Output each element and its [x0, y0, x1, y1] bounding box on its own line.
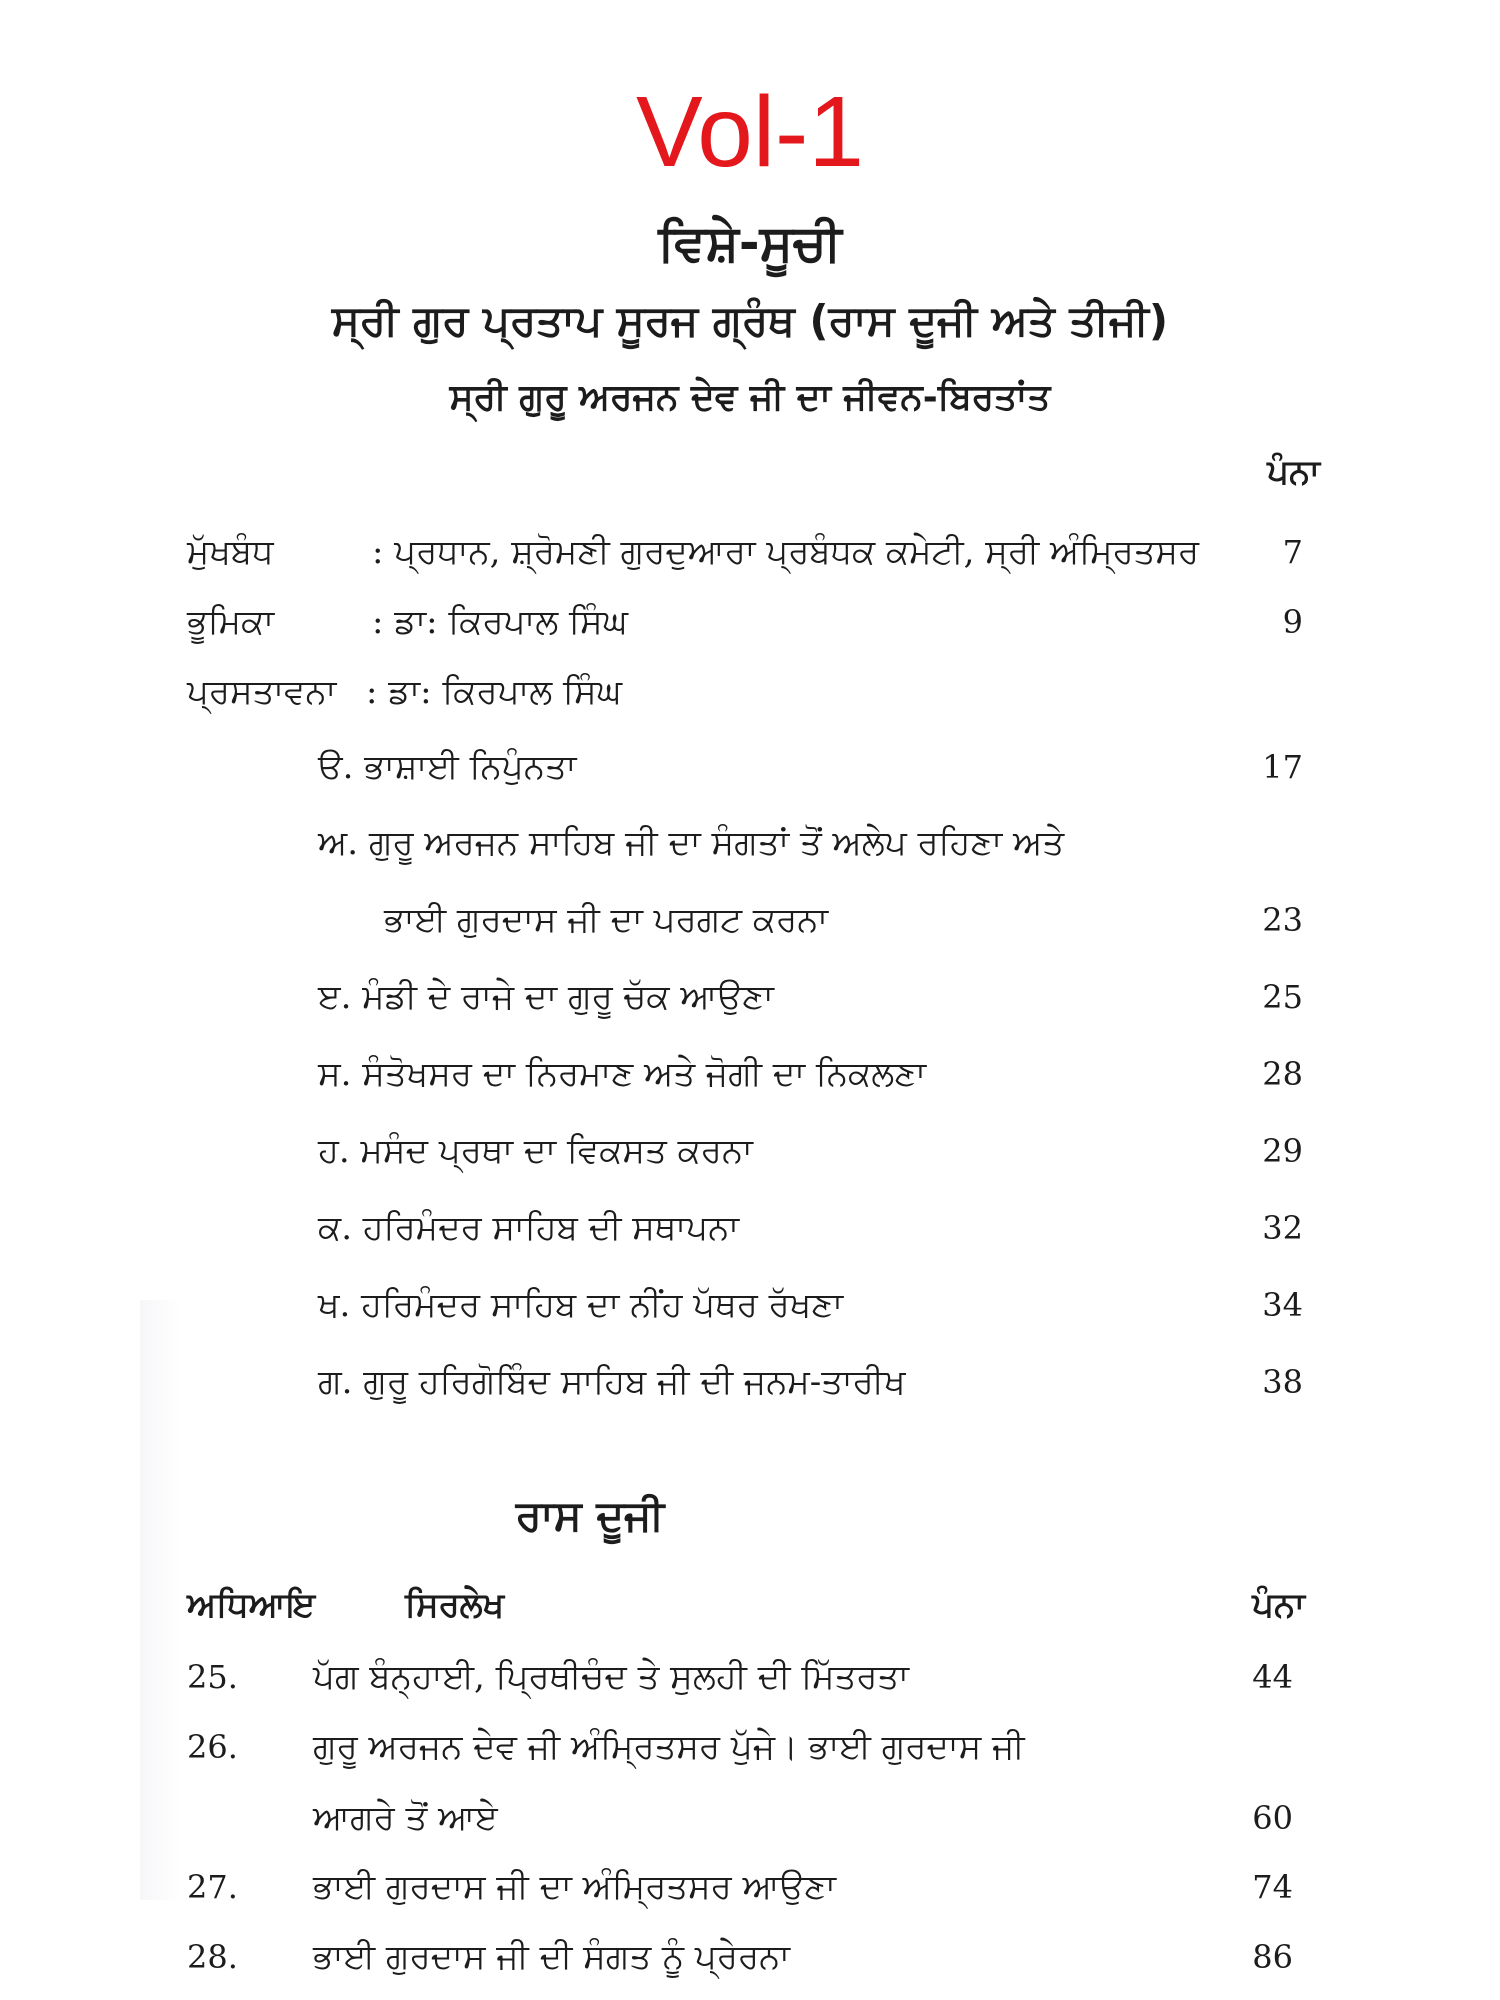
subtitle: ਸ੍ਰੀ ਗੁਰੂ ਅਰਜਨ ਦੇਵ ਜੀ ਦਾ ਜੀਵਨ-ਬਿਰਤਾਂਤ: [449, 377, 1051, 418]
chapter-title: ਭਾਈ ਗੁਰਦਾਸ ਜੀ ਦਾ ਅੰਮ੍ਰਿਤਸਰ ਆਉਣਾ: [313, 1867, 836, 1907]
chapter-row: [0, 1722, 1500, 1772]
page-column-label: ਪੰਨਾ: [1267, 452, 1320, 492]
toc-row: [0, 1049, 1500, 1099]
chapter-row: [0, 1932, 1500, 1982]
chapter-page: 60: [1252, 1799, 1293, 1837]
toc-row: [0, 972, 1500, 1022]
chapter-table-header: [0, 1580, 1500, 1630]
chapter-row: [0, 1862, 1500, 1912]
toc-page: 29: [1262, 1132, 1303, 1170]
toc-row: [0, 1357, 1500, 1407]
toc-row: [0, 1280, 1500, 1330]
toc-text: : ਡਾ: ਕਿਰਪਾਲ ਸਿੰਘ: [372, 602, 628, 642]
toc-page: 34: [1262, 1286, 1303, 1324]
chapter-page: 86: [1252, 1938, 1293, 1976]
toc-row: [0, 667, 1500, 717]
toc-page: 17: [1262, 748, 1303, 786]
toc-text: ੲ. ਮੰਡੀ ਦੇ ਰਾਜੇ ਦਾ ਗੁਰੂ ਚੱਕ ਆਉਣਾ: [318, 977, 774, 1017]
col-page: ਪੰਨਾ: [1252, 1585, 1305, 1625]
toc-label: ਮੁੱਖਬੰਧ: [187, 532, 274, 572]
toc-text: ੳ. ਭਾਸ਼ਾਈ ਨਿਪੁੰਨਤਾ: [318, 747, 577, 787]
book-title: ਸ੍ਰੀ ਗੁਰ ਪ੍ਰਤਾਪ ਸੂਰਜ ਗ੍ਰੰਥ (ਰਾਸ ਦੂਜੀ ਅਤੇ ਤੀਜੀ): [331, 296, 1169, 345]
toc-page: 25: [1262, 978, 1303, 1016]
toc-text: : ਡਾ: ਕਿਰਪਾਲ ਸਿੰਘ: [366, 672, 622, 712]
toc-label: ਪ੍ਰਸਤਾਵਨਾ: [187, 672, 337, 712]
chapter-page: 74: [1252, 1868, 1293, 1906]
toc-page: 7: [1282, 533, 1303, 571]
toc-row: [0, 597, 1500, 647]
chapter-title: ਆਗਰੇ ਤੋਂ ਆਏ: [313, 1798, 498, 1838]
toc-text: ਅ. ਗੁਰੂ ਅਰਜਨ ਸਾਹਿਬ ਜੀ ਦਾ ਸੰਗਤਾਂ ਤੋਂ ਅਲੇਪ ਰਹਿਣਾ ਅਤੇ: [318, 823, 1065, 863]
toc-text: ਖ. ਹਰਿਮੰਦਰ ਸਾਹਿਬ ਦਾ ਨੀਂਹ ਪੱਥਰ ਰੱਖਣਾ: [318, 1285, 844, 1325]
toc-text: ਕ. ਹਰਿਮੰਦਰ ਸਾਹਿਬ ਦੀ ਸਥਾਪਨਾ: [318, 1208, 740, 1248]
toc-text: ਭਾਈ ਗੁਰਦਾਸ ਜੀ ਦਾ ਪਰਗਟ ਕਰਨਾ: [384, 900, 829, 940]
chapter-number: 27.: [187, 1868, 238, 1906]
col-heading: ਸਿਰਲੇਖ: [405, 1585, 505, 1625]
section-title-text: ਰਾਸ ਦੂਜੀ: [515, 1491, 665, 1540]
toc-text: ਸ. ਸੰਤੋਖਸਰ ਦਾ ਨਿਰਮਾਣ ਅਤੇ ਜੋਗੀ ਦਾ ਨਿਕਲਣਾ: [318, 1054, 927, 1094]
chapter-number: 25.: [187, 1658, 238, 1696]
index-title: ਵਿਸ਼ੇ-ਸੂਚੀ: [658, 214, 842, 272]
toc-row: [0, 742, 1500, 792]
toc-page: 38: [1262, 1363, 1303, 1401]
chapter-title: ਗੁਰੂ ਅਰਜਨ ਦੇਵ ਜੀ ਅੰਮ੍ਰਿਤਸਰ ਪੁੱਜੇ। ਭਾਈ ਗੁਰਦਾਸ ਜੀ: [313, 1727, 1025, 1767]
chapter-row: [0, 1652, 1500, 1702]
section-title: [0, 1491, 1500, 1540]
chapter-title: ਪੱਗ ਬੰਨ੍ਹਾਈ, ਪ੍ਰਿਥੀਚੰਦ ਤੇ ਸੁਲਹੀ ਦੀ ਮਿੱਤਰਤਾ: [313, 1657, 909, 1697]
chapter-title: ਭਾਈ ਗੁਰਦਾਸ ਜੀ ਦੀ ਸੰਗਤ ਨੂੰ ਪ੍ਰੇਰਨਾ: [313, 1937, 790, 1977]
toc-page: 23: [1262, 901, 1303, 939]
col-chapter: ਅਧਿਆਇ: [187, 1585, 316, 1625]
toc-row: [0, 1126, 1500, 1176]
chapter-number: 26.: [187, 1728, 238, 1766]
toc-text: ਹ. ਮਸੰਦ ਪ੍ਰਥਾ ਦਾ ਵਿਕਸਤ ਕਰਨਾ: [318, 1131, 753, 1171]
toc-row: [0, 895, 1500, 945]
toc-text: : ਪ੍ਰਧਾਨ, ਸ਼੍ਰੋਮਣੀ ਗੁਰਦੁਆਰਾ ਪ੍ਰਬੰਧਕ ਕਮੇਟੀ, ਸ੍ਰੀ ਅੰਮ੍ਰਿਤਸਰ: [372, 532, 1200, 572]
toc-page: 9: [1282, 603, 1303, 641]
toc-row: [0, 818, 1500, 868]
toc-text: ਗ. ਗੁਰੂ ਹਰਿਗੋਬਿੰਦ ਸਾਹਿਬ ਜੀ ਦੀ ਜਨਮ-ਤਾਰੀਖ: [318, 1362, 906, 1402]
toc-label: ਭੂਮਿਕਾ: [187, 602, 275, 642]
toc-page: 28: [1262, 1055, 1303, 1093]
chapter-page: 44: [1252, 1658, 1293, 1696]
toc-page: 32: [1262, 1209, 1303, 1247]
chapter-number: 28.: [187, 1938, 238, 1976]
chapter-row: [0, 1793, 1500, 1843]
toc-row: [0, 1203, 1500, 1253]
volume-label: Vol-1: [636, 76, 864, 188]
toc-row: [0, 527, 1500, 577]
